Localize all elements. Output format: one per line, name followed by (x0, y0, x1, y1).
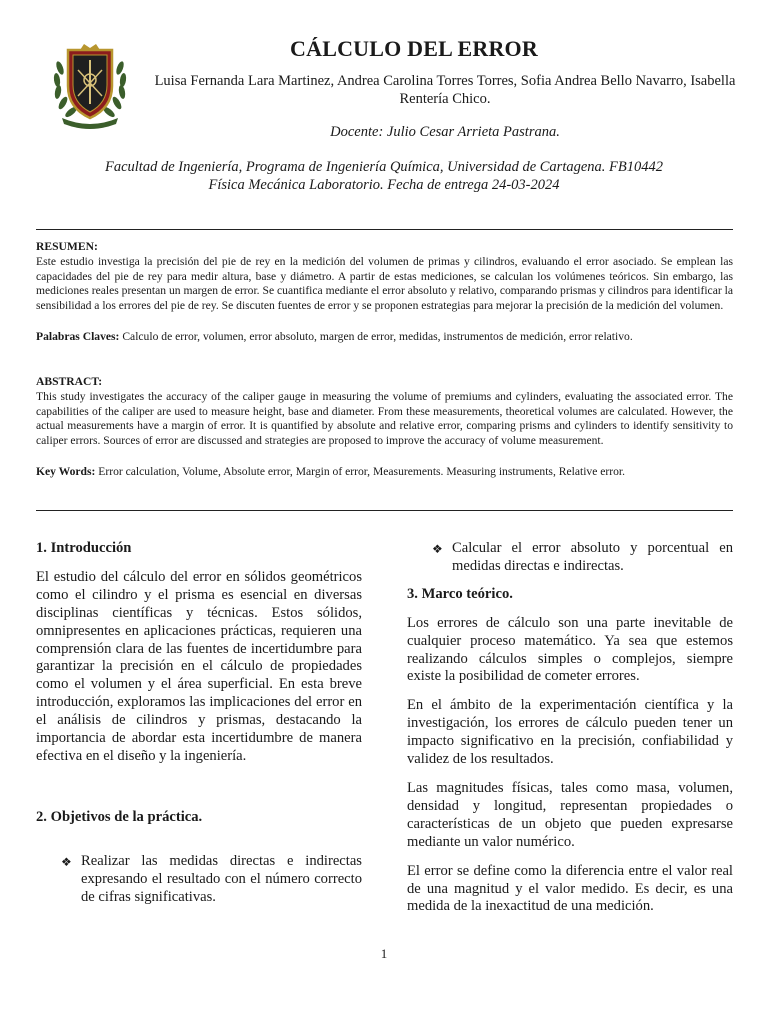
docente: Docente: Julio Cesar Arrieta Pastrana. (330, 124, 560, 140)
resumen-section (36, 240, 733, 345)
resumen-text: Este estudio investiga la precisión del pie de rey en la medición del volumen de primas y cilindros, evaluando el error asociado. Se emplean las capacidades del pie de rey para medir altura, base y diámetro. A partir de estas mediciones, se calculan los volúmenes teóricos. Sin embargo, las mediciones reales presentan un margen de error. Se cuantifica mediante el error absoluto y relativo, comparando prismas y cilindros para identificar la sensibilidad a los errores del pie de rey. Se discuten fuentes de error y se proponen estrategias para mejorar la precisión de la medición del volumen. (36, 254, 733, 313)
objetivo-item-2 (432, 540, 733, 576)
abstract-text: This study investigates the accuracy of the caliper gauge in measuring the volume of premiums and cylinders, evaluating the associated error. The capabilities of the caliper are used to measure height, base and diameter. From these measurements, theoretical volumes are calculated. However, the actual measurements have a margin of error. It is quantified by absolute and relative error, comparing prisms and cylinders to identify sensitivity to caliper errors. Sources of error are discussed and strategies are proposed to improve the accuracy of volume measurement. (36, 389, 733, 448)
marco-paragraph-3: Las magnitudes físicas, tales como masa, volumen, densidad y longitud, representan propiedades o características de un objeto que pueden expresarse mediante un valor numérico. (407, 779, 733, 850)
resumen-heading: RESUMEN: (36, 240, 98, 253)
objetivo-text-2: Calcular el error absoluto y porcentual en medidas directas e indirectas. (452, 540, 733, 574)
marco-paragraph-2: En el ámbito de la experimentación científica y la investigación, los errores de cálculo pueden tener un impacto significativo en la precisión, confiabilidad y validez de los resultados. (407, 697, 733, 768)
right-column (407, 540, 733, 916)
key-words-label: Key Words: (36, 464, 96, 478)
affiliation-line-1: Facultad de Ingeniería, Programa de Ingeniería Química, Universidad de Cartagena. FB10442 (104, 159, 664, 175)
intro-heading: 1. Introducción (36, 540, 132, 556)
authors: Luisa Fernanda Lara Martinez, Andrea Carolina Torres Torres, Sofia Andrea Bello Navarro, Isabella Rentería Chico. (154, 73, 736, 107)
palabras-claves (36, 330, 733, 345)
page-number: 1 (380, 946, 388, 961)
intro-text: El estudio del cálculo del error en sólidos geométricos como el cilindro y el prisma es esencial en diversas disciplinas científicas y técnicas. Estos sólidos, omnipresentes en aplicaciones prácticas, requieren una comprensión clara de las fuentes de incertidumbre para garantizar la precisión en el cálculo de propiedades como el volumen y el área superficial. En esta breve introducción, exploramos las implicaciones del error en el análisis de cilindros y prismas, destacando la importancia de abordar esta incertidumbre de manera efectiva en el diseño y la ingeniería. (36, 568, 362, 764)
key-words (36, 465, 733, 480)
marco-paragraph-1: Los errores de cálculo son una parte inevitable de cualquier proceso matemático. Ya sea que estemos realizando cálculos simples o complejos, siempre existe la posibilidad de cometer errores. (407, 614, 733, 685)
objetivo-text-1: Realizar las medidas directas e indirectas expresando el resultado con el número correcto de cifras significativas. (81, 852, 362, 905)
key-words-text: Error calculation, Volume, Absolute error, Margin of error, Measurements. Measuring instruments, Relative error. (98, 464, 626, 478)
affiliation (40, 158, 728, 194)
objetivo-item-1 (61, 853, 362, 907)
abstract-heading: ABSTRACT: (36, 375, 103, 388)
abstract-section (36, 375, 733, 480)
affiliation-line-2: Física Mecánica Laboratorio. Fecha de entrega 24-03-2024 (208, 177, 560, 193)
palabras-claves-text: Calculo de error, volumen, error absoluto, margen de error, medidas, instrumentos de medición, error relativo. (122, 329, 633, 343)
palabras-claves-label: Palabras Claves: (36, 329, 120, 343)
objetivos-heading: 2. Objetivos de la práctica. (36, 808, 203, 825)
diamond-bullet-icon: ❖ (61, 854, 72, 869)
marco-heading: 3. Marco teórico. (407, 585, 513, 602)
paper-title: CÁLCULO DEL ERROR (290, 36, 538, 61)
top-divider (36, 229, 733, 230)
left-column (36, 540, 362, 907)
diamond-bullet-icon: ❖ (432, 542, 443, 556)
bottom-divider (36, 510, 733, 511)
marco-paragraph-4: El error se define como la diferencia entre el valor real de una magnitud y el valor medido. Es decir, es una medida de la inexactitud de una medición. (407, 862, 733, 915)
